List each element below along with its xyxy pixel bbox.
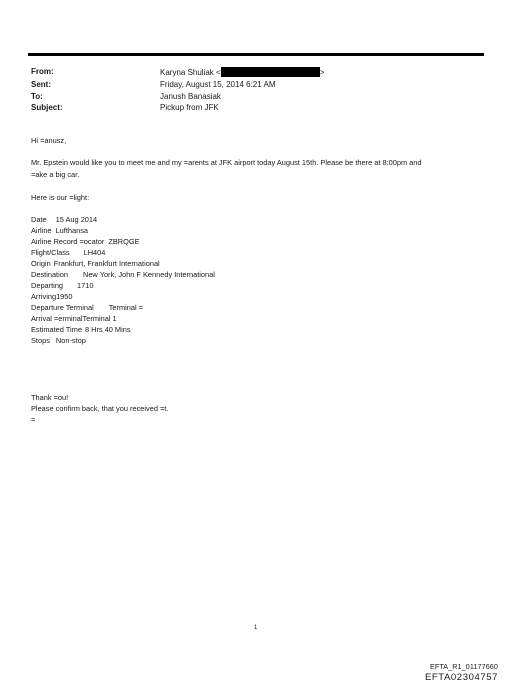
- flight-label: Stops: [31, 336, 50, 345]
- flight-label: Destination: [31, 270, 68, 279]
- flight-value: 8 Hrs 40 Mins: [84, 325, 131, 334]
- thanks-line: Thank =ou!: [31, 393, 69, 402]
- flight-label: Flight/Class: [31, 248, 70, 257]
- redaction-block: [221, 67, 320, 77]
- flight-row-airline: [31, 226, 88, 236]
- flight-value: 1710: [77, 281, 94, 290]
- from-end: >: [319, 68, 325, 77]
- flight-value: Frankfurt, Frankfurt International: [53, 259, 160, 268]
- flight-label: Arriving: [31, 292, 57, 301]
- flight-label: Origin: [31, 259, 51, 268]
- message-line-2: =ake a big car.: [31, 170, 80, 179]
- flight-row-arrival-terminal: [31, 314, 117, 324]
- from-label: From:: [31, 67, 54, 76]
- greeting: Hi =anusz,: [31, 136, 67, 145]
- flight-row-date: [31, 215, 97, 225]
- flight-row-arriving: [31, 292, 73, 302]
- flight-value: 1950: [56, 292, 73, 301]
- flight-row-estimated-time: [31, 325, 131, 335]
- flight-row-record-locator: [31, 237, 140, 247]
- subject-value: Pickup from JFK: [160, 103, 219, 112]
- flight-label: Date: [31, 215, 47, 224]
- flight-intro: Here is our =light:: [31, 193, 90, 202]
- from-name: Karyna Shuliak <: [160, 68, 221, 77]
- flight-label: Airline Record =ocator: [31, 237, 105, 246]
- flight-value: New York, John F Kennedy International: [82, 270, 215, 279]
- flight-label: Estimated Time: [31, 325, 82, 334]
- flight-row-flight-class: [31, 248, 105, 258]
- flight-row-departing: [31, 281, 94, 291]
- page-number: 1: [254, 625, 258, 631]
- footer-id-2: EFTA02304757: [424, 672, 498, 683]
- message-line-1: Mr. Epstein would like you to meet me and my =arents at JFK airport today August 15th. Please be there at 8:00pm and: [31, 158, 422, 167]
- flight-row-destination: [31, 270, 215, 280]
- to-label: To:: [31, 92, 43, 101]
- flight-value: Terminal 1: [82, 314, 117, 323]
- flight-value: Non-stop: [55, 336, 86, 345]
- sent-value: Friday, August 15, 2014 6:21 AM: [160, 80, 276, 89]
- flight-row-departure-terminal: [31, 303, 143, 313]
- flight-value: ZBRQGE: [108, 237, 140, 246]
- to-value: Janush Banasiak: [160, 92, 221, 101]
- trailing-char: =: [31, 415, 36, 424]
- flight-label: Departure Terminal: [31, 303, 94, 312]
- flight-value: 15 Aug 2014: [55, 215, 98, 224]
- header-rule: [28, 53, 484, 56]
- flight-value: Terminal =: [108, 303, 144, 312]
- from-value: [160, 67, 324, 77]
- flight-value: LH404: [83, 248, 106, 257]
- flight-row-stops: [31, 336, 86, 346]
- flight-label: Airline: [31, 226, 52, 235]
- confirm-line: Please confirm back, that you received =t.: [31, 404, 169, 413]
- flight-label: Arrival =erminal: [31, 314, 83, 323]
- footer-id-1: EFTA_R1_01177660: [429, 662, 498, 671]
- sent-label: Sent:: [31, 80, 51, 89]
- flight-value: Lufthansa: [55, 226, 89, 235]
- flight-label: Departing: [31, 281, 64, 290]
- flight-row-origin: [31, 259, 160, 269]
- subject-label: Subject:: [31, 103, 63, 112]
